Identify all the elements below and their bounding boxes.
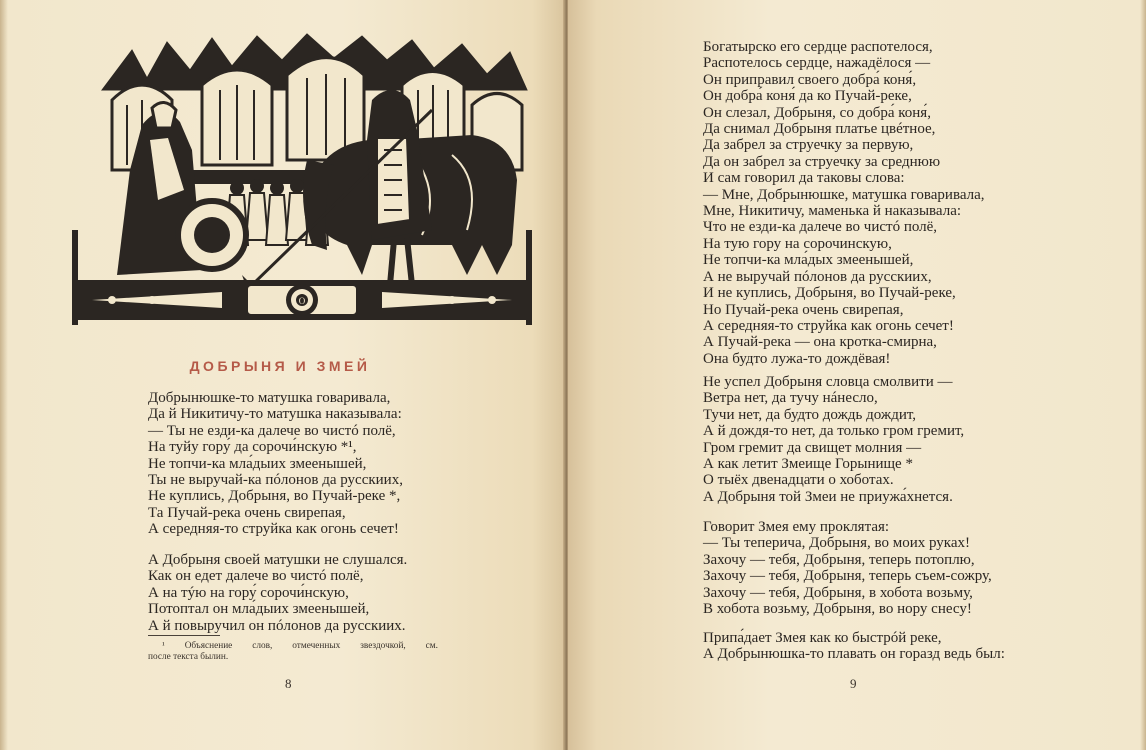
verse-line: А Пучай-река — она кротка-смирна, xyxy=(703,334,937,351)
verse-line: Но Пучай-река очень свирепая, xyxy=(703,301,904,318)
verse-line: — Мне, Добрынюшке, матушка говаривала, xyxy=(703,186,985,203)
verse-line: Он слезал, Добрыня, со добра́ коня́, xyxy=(703,104,931,121)
verse-line: Захочу — тебя, Добрыня, теперь съем-сожру, xyxy=(703,568,992,585)
verse-line: Захочу — тебя, Добрыня, теперь потоплю, xyxy=(703,551,975,568)
right-page xyxy=(568,0,1146,750)
verse-line: А не выручай пóлонов да русскиих, xyxy=(703,268,932,285)
verse-line: Да снимал Добрыня платье цвéтное, xyxy=(703,121,936,138)
verse-line: — Ты теперича, Добрыня, во моих руках! xyxy=(703,535,971,552)
woodcut-illustration-icon xyxy=(72,30,532,330)
verse-line: А Добрынюшка-то плавать он горазд ведь был: xyxy=(703,646,1005,663)
left-stanza-1 xyxy=(148,390,403,538)
verse-line: Да й Никитичу-то матушка наказывала: xyxy=(148,406,402,423)
verse-line: А как летит Змеище Горынище * xyxy=(703,456,913,473)
verse-line: А середняя-то струйка как огонь сечет! xyxy=(148,521,399,538)
footnote-line: после текста былин. xyxy=(148,651,229,662)
verse-line: Припа́дает Змея как ко быстрóй реке, xyxy=(703,630,942,646)
page-number-left: 8 xyxy=(285,676,292,691)
verse-line: Да забрел за струечку за первую, xyxy=(703,137,914,154)
footnote-rule xyxy=(148,635,220,636)
verse-line: Что не езди-ка далече во чистó полё, xyxy=(703,219,938,236)
verse-line: Та Пучай-река очень свирепая, xyxy=(148,504,346,521)
verse-line: Гром гремит да свищет молния — xyxy=(703,439,922,456)
verse-line: А Добрыня той Змеи не приужа́хнется. xyxy=(703,488,953,505)
page-title: ДОБРЫНЯ И ЗМЕЙ xyxy=(189,358,371,374)
verse-line: А на тýю на гору́ сорочи́нскую, xyxy=(148,584,349,601)
verse-line: Не куплись, Добрыня, во Пучай-реке *, xyxy=(148,488,401,505)
verse-line: А й дождя-то нет, да только гром гремит, xyxy=(703,423,965,440)
left-stanza-2 xyxy=(148,552,407,634)
verse-line: А середняя-то струйка как огонь сечет! xyxy=(703,317,954,334)
verse-line: И не куплись, Добрыня, во Пучай-реке, xyxy=(703,285,956,302)
footnote-line: ¹ Объяснение слов, отмеченных звездочкой, см. xyxy=(162,641,438,651)
illustration-emblem-letter: О xyxy=(298,296,306,306)
verse-line: Не топчи-ка мла́дыих змеенышей, xyxy=(148,455,367,472)
verse-line: И сам говорил да таковы слова: xyxy=(703,170,905,187)
footnote xyxy=(148,641,438,662)
page-edge-shadow xyxy=(0,0,8,750)
right-stanza-2 xyxy=(703,374,964,505)
verse-line: Не топчи-ка мла́дых змеенышей, xyxy=(703,252,914,269)
right-stanza-1 xyxy=(703,39,985,367)
verse-line: О тыёх двенадцати о хоботах. xyxy=(703,472,894,489)
verse-line: Да он забрел за струечку за среднюю xyxy=(703,153,941,170)
verse-line: В хобота возьму, Добрыня, во нору снесу! xyxy=(703,601,972,618)
page-edge-shadow xyxy=(1140,0,1146,750)
verse-line: Говорит Змея ему проклятая: xyxy=(703,519,890,535)
verse-line: Добрынюшке-то матушка говаривала, xyxy=(148,390,391,406)
right-stanza-4 xyxy=(703,630,1005,663)
verse-line: А Добрыня своей матушки не слушался. xyxy=(148,552,408,568)
verse-line: Ты не выручай-ка пóлонов да русскиих, xyxy=(148,472,403,489)
verse-line: Не успел Добрыня словца смолвити — xyxy=(703,374,953,390)
verse-line: Потоптал он мла́дыих змеенышей, xyxy=(148,601,370,618)
verse-line: Богатырско его сердце распотелося, xyxy=(703,39,933,55)
verse-line: На туйу гору́ да сорочи́нскую *¹, xyxy=(148,439,357,456)
verse-line: Тучи нет, да будто дождь дождит, xyxy=(703,406,917,423)
verse-line: Он приправил своего добра́ коня́, xyxy=(703,71,917,88)
verse-line: Распотелось сердце, нажадёлося — xyxy=(703,55,931,72)
verse-line: Как он едет далече во чистó полё, xyxy=(148,568,364,585)
verse-line: А й повыручил он пóлонов да русскиих. xyxy=(148,617,406,634)
verse-line: Мне, Никитичу, маменька й наказывала: xyxy=(703,203,962,220)
right-stanza-3 xyxy=(703,519,992,617)
page-number-right: 9 xyxy=(850,676,857,691)
verse-line: Он добра́ коня́ да ко Пучай-реке, xyxy=(703,88,912,105)
verse-line: Захочу — тебя, Добрыня, в хобота возьму, xyxy=(703,584,973,601)
verse-line: Ветра нет, да тучу нáнесло, xyxy=(703,390,878,407)
verse-line: Она будто лужа-то дождёвая! xyxy=(703,350,891,367)
left-page xyxy=(0,0,566,750)
verse-line: — Ты не езди-ка далече во чистó полё, xyxy=(148,422,396,439)
verse-line: На тую гору на сорочинскую, xyxy=(703,235,892,252)
